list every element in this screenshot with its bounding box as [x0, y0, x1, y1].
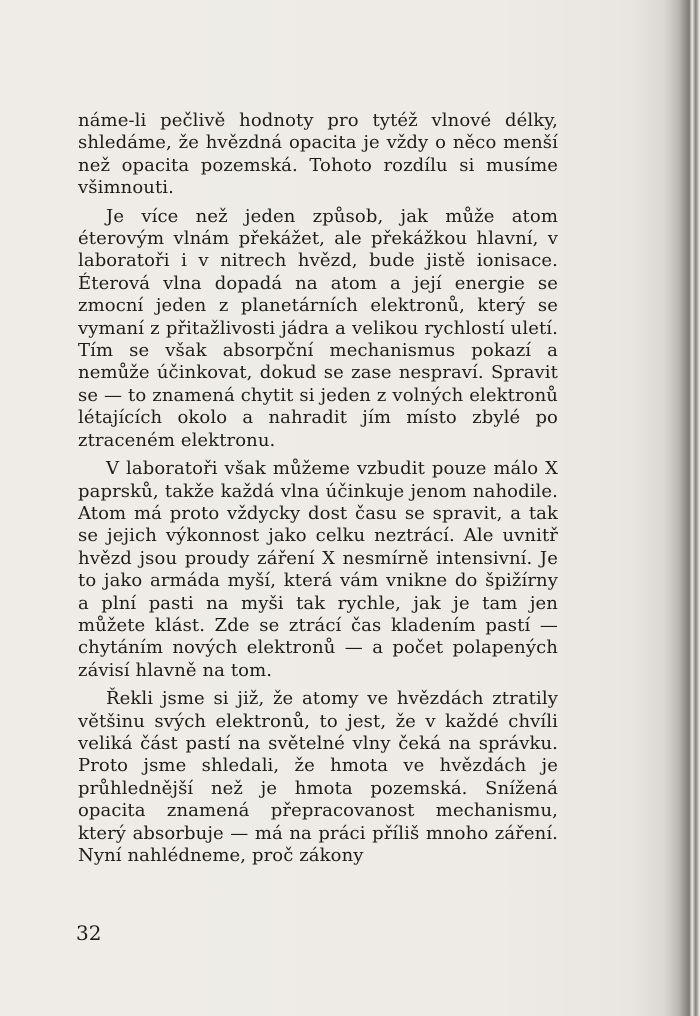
- paragraph-continuation: náme-li pečlivě hodnoty pro tytéž vlnové délky, shledáme, že hvězdná opacita je vždy o něco menší než opacita pozemská. Tohoto rozdílu si musíme všimnouti.: [78, 110, 558, 199]
- paragraph-laboratory: V laboratoři však můžeme vzbudit pouze málo X paprsků, takže každá vlna účinkuje jenom nahodile. Atom má proto vždycky dost času se spravit, a tak se jejich výkonnost jako celku neztrácí. Ale uvnitř hvězd jsou proudy záření X nesmírně intensivní. Je to jako armáda myší, která vám vnikne do špižírny a plní pasti na myši tak rychle, jak je tam jen můžete klást. Zde se ztrácí čas kladením pastí — chytáním nových elektronů — a počet polapených závisí hlavně na tom.: [78, 458, 558, 681]
- paragraph-electrons: Řekli jsme si již, že atomy ve hvězdách ztratily většinu svých elektronů, to jest, že v každé chvíli veliká část pastí na světelné vlny čeká na správku. Proto jsme shledali, že hmota ve hvězdách je průhlednější než je hmota pozemská. Snížená opacita znamená přepracovanost mechanismu, který absorbuje — má na práci příliš mnoho záření. Nyní nahlédneme, proč zákony: [78, 688, 558, 866]
- body-text: [78, 110, 558, 873]
- paragraph-ionisation: Je více než jeden způsob, jak může atom éterovým vlnám překážet, ale překážkou hlavní, v laboratoři i v nitrech hvězd, bude jistě ionisace. Éterová vlna dopadá na atom a její energie se zmocní jeden z planetárních elektronů, který se vymaní z přitažlivosti jádra a velikou rychlostí uletí. Tím se však absorpční mechanismus pokazí a nemůže účinkovat, dokud se zase nespraví. Spravit se — to znamená chytit si jeden z volných elektronů létajících okolo a nahradit jím místo zbylé po ztraceném elektronu.: [78, 205, 558, 451]
- page-number: 32: [76, 921, 102, 945]
- page-edge-shadow: [664, 0, 700, 1016]
